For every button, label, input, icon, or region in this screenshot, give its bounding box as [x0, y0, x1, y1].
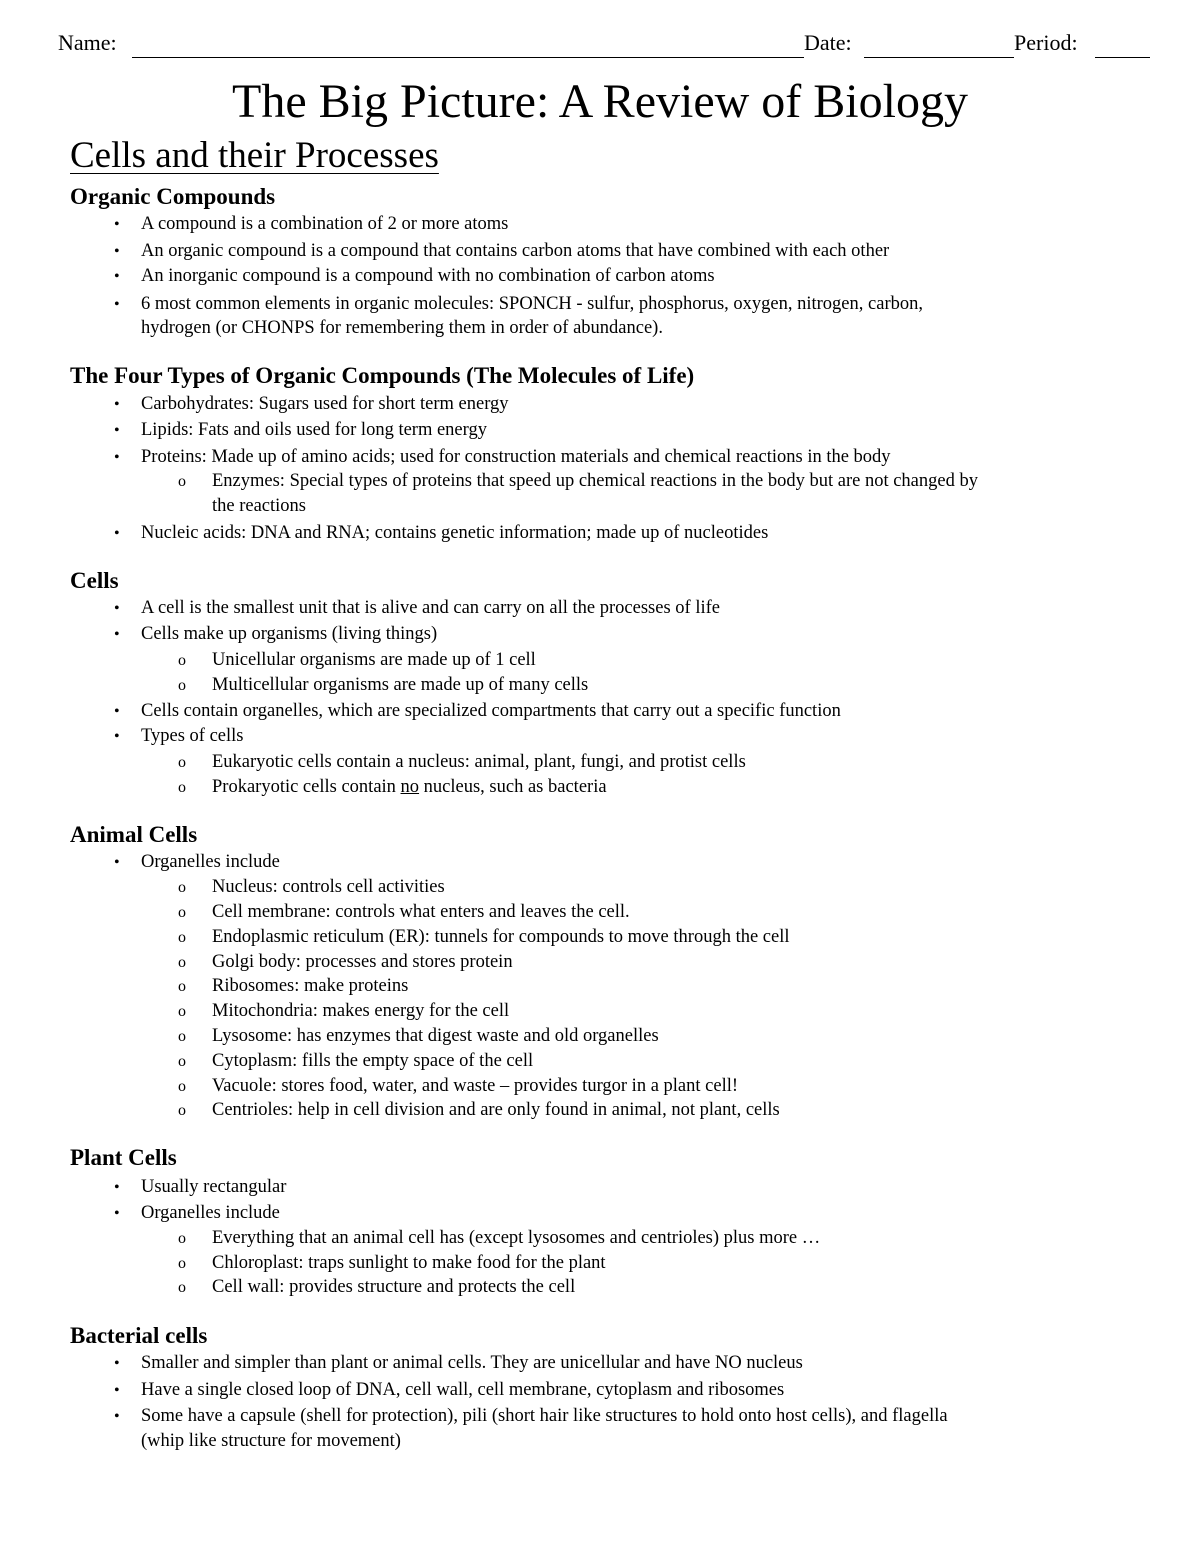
heading-cells: Cells	[70, 568, 119, 593]
bullet-icon: •	[114, 728, 120, 745]
circle-bullet-icon: o	[178, 473, 186, 490]
bullet-icon: •	[114, 396, 120, 413]
heading-bacterial-cells: Bacterial cells	[70, 1323, 208, 1348]
bullet-icon: •	[114, 422, 120, 439]
bullet-icon: •	[114, 1179, 120, 1196]
circle-bullet-icon: o	[178, 929, 186, 946]
bullet-icon: •	[114, 626, 120, 643]
bullet-icon: •	[114, 449, 120, 466]
circle-bullet-icon: o	[178, 779, 186, 796]
bullet-icon: •	[114, 1382, 120, 1399]
bullet-icon: •	[114, 854, 120, 871]
section-title: Cells and their Processes	[70, 135, 439, 176]
bullet-icon: •	[114, 703, 120, 720]
bullet-icon: •	[114, 1205, 120, 1222]
circle-bullet-icon: o	[178, 1255, 186, 1272]
circle-bullet-icon: o	[178, 1003, 186, 1020]
circle-bullet-icon: o	[178, 1078, 186, 1095]
circle-bullet-icon: o	[178, 1028, 186, 1045]
heading-four-types: The Four Types of Organic Compounds (The Molecules of Life)	[70, 363, 695, 388]
student-info-header	[58, 30, 1150, 60]
heading-organic-compounds: Organic Compounds	[70, 184, 276, 209]
bullet-icon: •	[114, 243, 120, 260]
circle-bullet-icon: o	[178, 879, 186, 896]
bullet-icon: •	[114, 600, 120, 617]
bullet-icon: •	[114, 296, 120, 313]
circle-bullet-icon: o	[178, 1230, 186, 1247]
date-label: Date:	[804, 30, 852, 55]
heading-animal-cells: Animal Cells	[70, 822, 198, 847]
period-blank[interactable]	[1095, 57, 1150, 58]
circle-bullet-icon: o	[178, 754, 186, 771]
period-label: Period:	[1014, 30, 1078, 55]
circle-bullet-icon: o	[178, 652, 186, 669]
circle-bullet-icon: o	[178, 1102, 186, 1119]
bullet-icon: •	[114, 268, 120, 285]
heading-plant-cells: Plant Cells	[70, 1145, 177, 1170]
circle-bullet-icon: o	[178, 1053, 186, 1070]
circle-bullet-icon: o	[178, 978, 186, 995]
name-label: Name:	[58, 30, 117, 55]
circle-bullet-icon: o	[178, 677, 186, 694]
emphasis-no: no	[400, 777, 420, 797]
bullet-icon: •	[114, 1355, 120, 1372]
bullet-icon: •	[114, 1408, 120, 1425]
bullet-icon: •	[114, 525, 120, 542]
document-title: The Big Picture: A Review of Biology	[232, 75, 968, 128]
bullet-icon: •	[114, 216, 120, 233]
circle-bullet-icon: o	[178, 954, 186, 971]
circle-bullet-icon: o	[178, 904, 186, 921]
date-blank[interactable]	[864, 57, 1014, 58]
circle-bullet-icon: o	[178, 1279, 186, 1296]
worksheet-page: Name: Date: Period: The Big Picture: A Review of Biology Cells and their Processes Organic Compounds • A compound is a combination of 2 or more atoms • An organic compound is a compound that contains carbon atoms that have combined with each other • An inorganic compound is a compound with no combination of carbon atoms • 6 most common elements in organic molecules: SPONCH - sulfur, phosphorus, oxygen, nitrogen, carbon, hydrogen (or CHONPS for remembering them in order of abundance). The Four Types of Organic Compounds (The Molecules of Life) • Carbohydrates: Sugars used for short term energy • Lipids: Fats and oils used for long term energy • Proteins: Made up of amino acids; used for construction materials and chemical reactions in the body o Enzymes: Special types of proteins that speed up chemical reactions in the body but are not changed by the reactions • Nucleic acids: DNA and RNA; contains genetic information; made up of nucleotides Cells • A cell is the smallest unit that is alive and can carry on all the processes of life • Cells make up organisms (living things) o Unicellular organisms are made up of 1 cell o Multicellular organisms are made up of many cells • Cells contain organelles, which are specialized compartments that carry out a specific function • Types of cells o Eukaryotic cells contain a nucleus: animal, plant, fungi, and protist cells o Prokaryotic cells contain no nucleus, such as bacteria Animal Cells • Organelles include o Nucleus: controls cell activities o Cell membrane: controls what enters and leaves the cell. o Endoplasmic reticulum (ER): tunnels for compounds to move through the cell o Golgi body: processes and stores protein o Ribosomes: make proteins o Mitochondria: makes energy for the cell o Lysosome: has enzymes that digest waste and old organelles o Cytoplasm: fills the empty space of the cell o Vacuole: stores food, water, and waste – provides turgor in a plant cell! o Centrioles: help in cell division and are only found in animal, not plant, cells Plant Cells • Usually rectangular • Organelles include o Everything that an animal cell has (except lysosomes and centrioles) plus more … o Chloroplast: traps sunlight to make food for the plant o Cell wall: provides structure and protects the cell Bacterial cells • Smaller and simpler than plant or animal cells. They are unicellular and have NO nucleus • Have a single closed loop of DNA, cell wall, cell membrane, cytoplasm and ribosomes • Some have a capsule (shell for protection), pili (short hair like structures to hold onto host cells), and flagella (whip like structure for movement)	[0, 0, 1200, 1553]
name-blank[interactable]	[132, 57, 804, 58]
